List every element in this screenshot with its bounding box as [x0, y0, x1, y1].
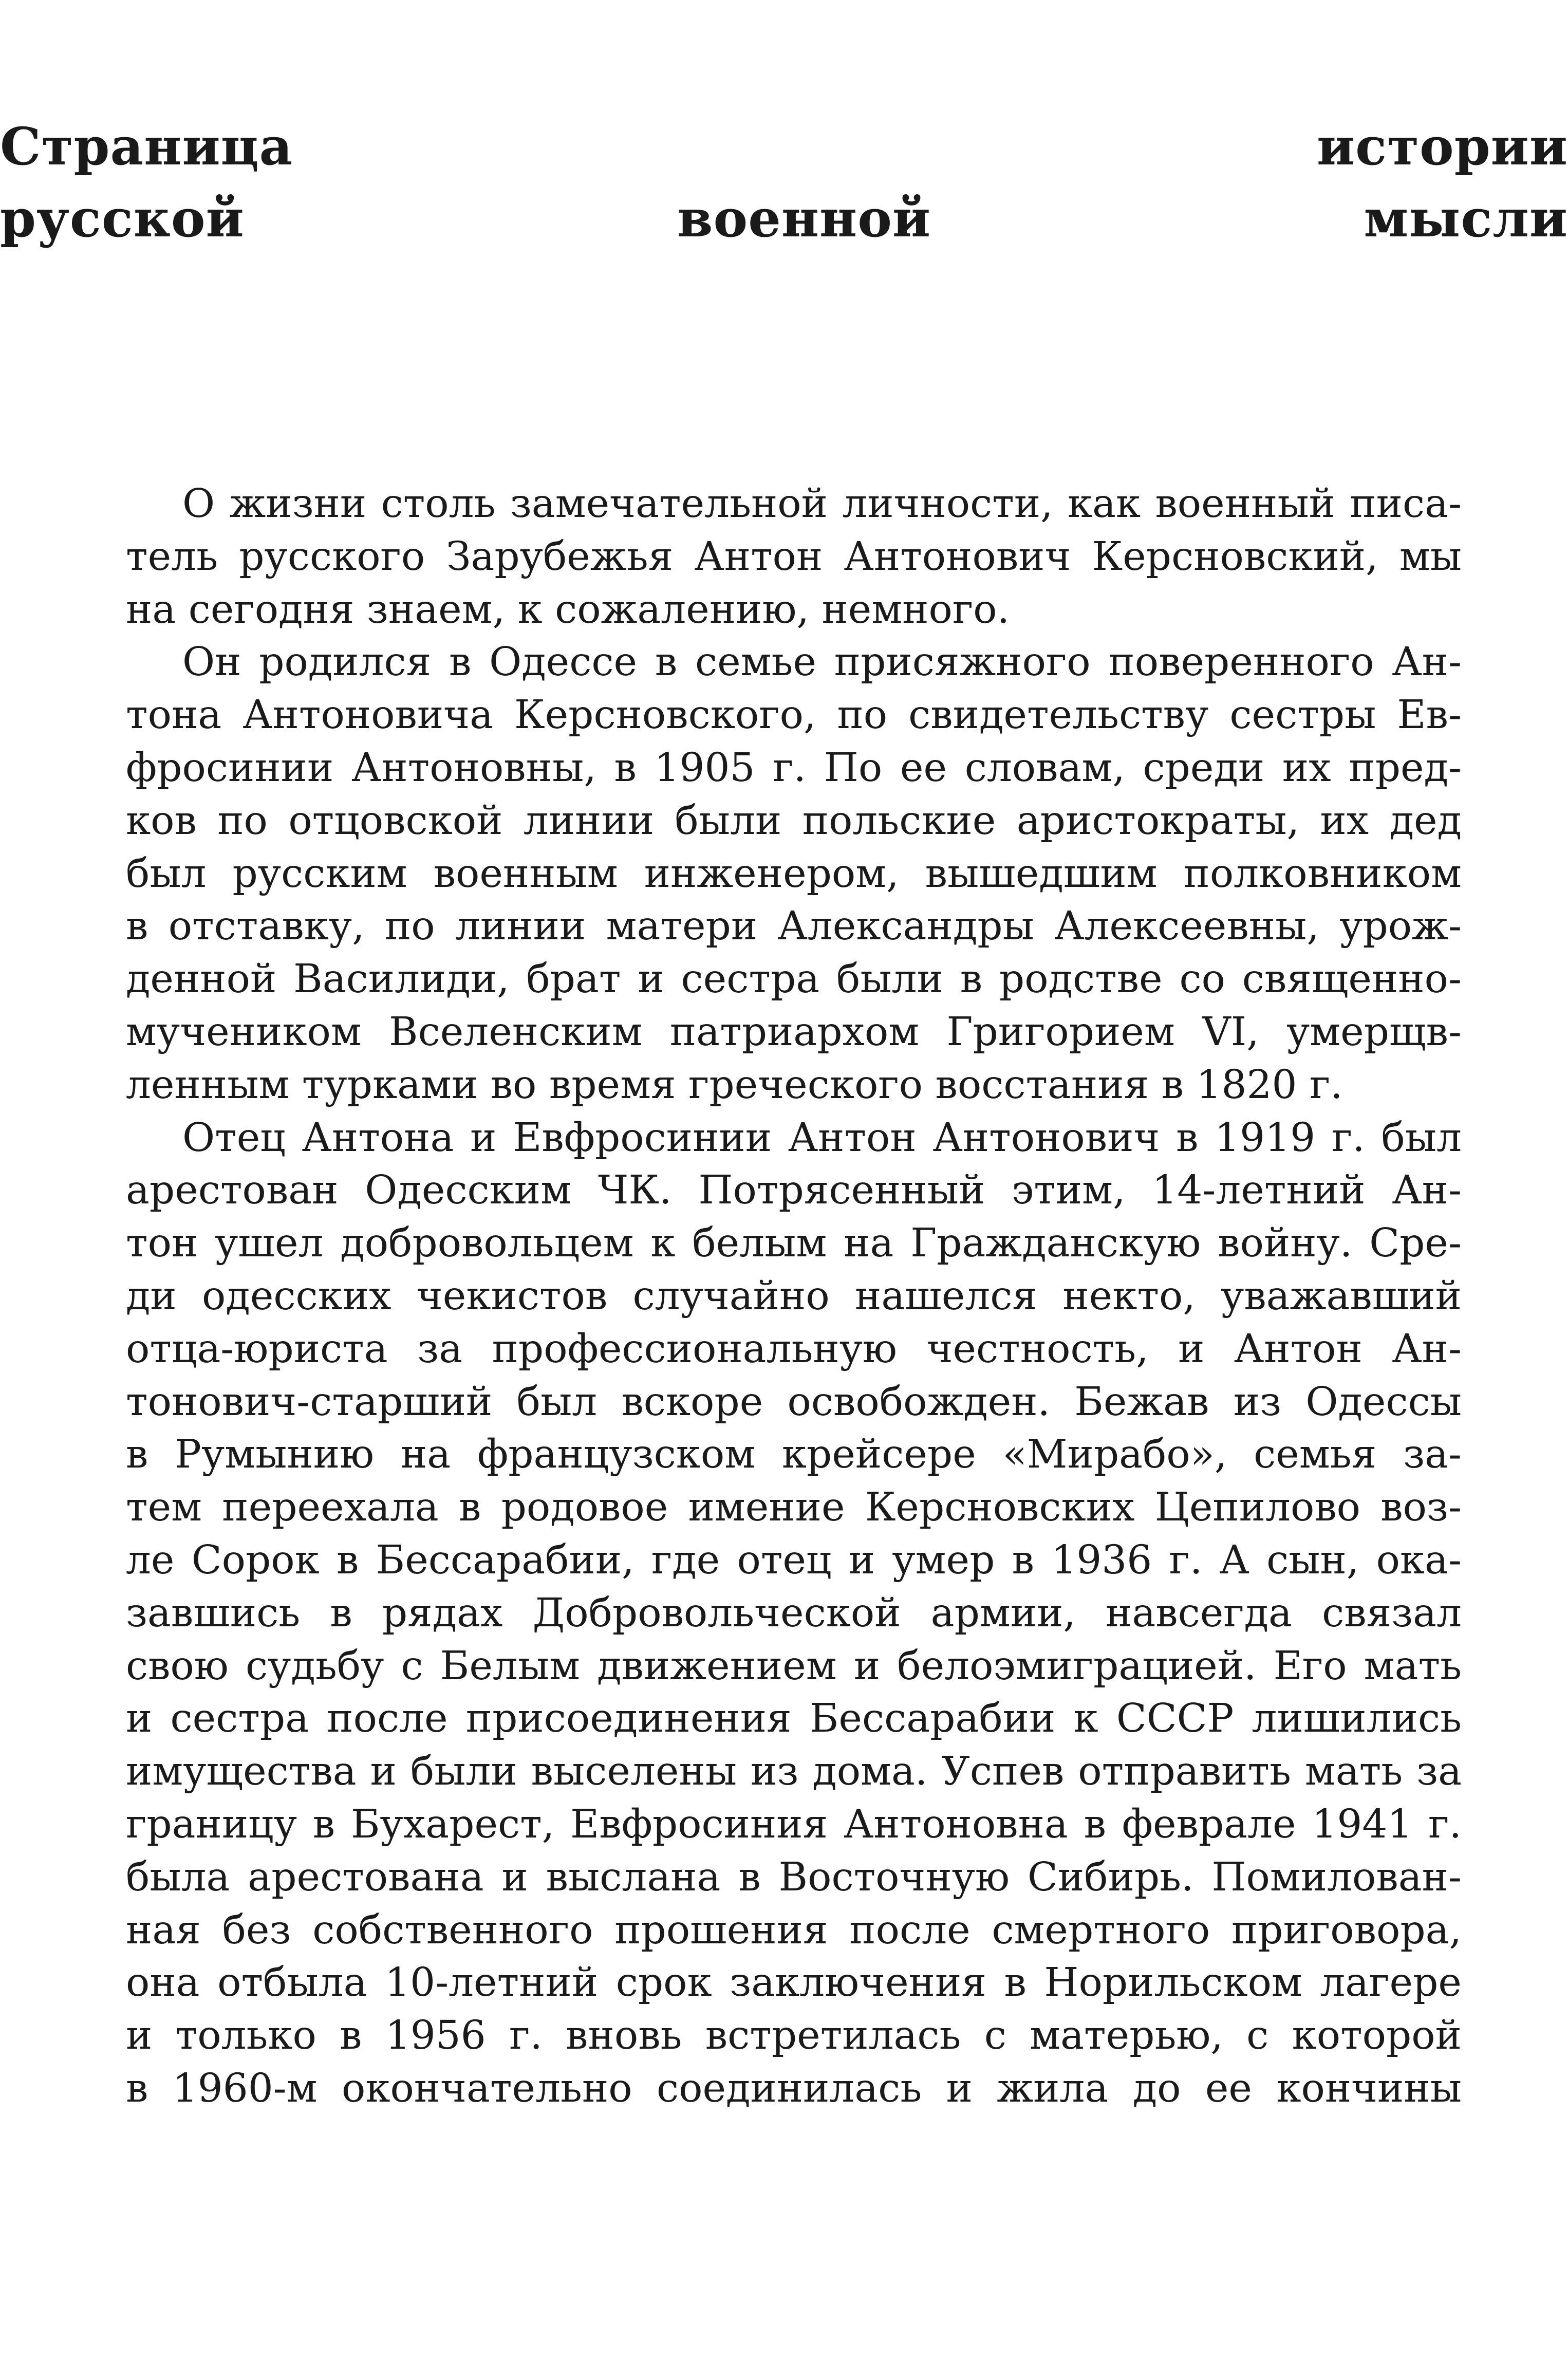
text-line: отца-юриста за профессиональную честность, и Антон Ан-	[126, 1326, 1462, 1372]
text-line: в 1960-м окончательно соединилась и жила до ее кончины	[126, 2065, 1462, 2111]
text-line: фросинии Антоновны, в 1905 г. По ее словам, среди их пред-	[126, 745, 1462, 791]
paragraph-2	[126, 636, 1462, 1111]
text-line: и сестра после присоединения Бессарабии к СССР лишились	[126, 1696, 1462, 1742]
text-line: завшись в рядах Добровольческой армии, навсегда связал	[126, 1590, 1462, 1636]
text-line: тель русского Зарубежья Антон Антонович Керсновский, мы	[126, 533, 1462, 580]
text-line: она отбыла 10-летний срок заключения в Норильском лагере	[126, 1960, 1462, 2006]
text-line: ков по отцовской линии были польские аристократы, их дед	[126, 797, 1462, 844]
text-line: мучеником Вселенским патриархом Григорием VI, умерщв-	[126, 1009, 1462, 1055]
text-line: тем переехала в родовое имение Керсновских Цепилово воз-	[126, 1484, 1462, 1531]
text-line: границу в Бухарест, Евфросиния Антоновна в феврале 1941 г.	[126, 1801, 1462, 1847]
paragraph-3	[126, 1112, 1462, 2115]
chapter-title	[0, 110, 1568, 254]
text-line: и только в 1956 г. вновь встретилась с матерью, с которой	[126, 2013, 1462, 2059]
chapter-title-line-1: Страница истории	[0, 116, 1568, 177]
text-line: тонович-старший был вскоре освобожден. Бежав из Одессы	[126, 1379, 1462, 1425]
text-line: свою судьбу с Белым движением и белоэмиграцией. Его мать	[126, 1643, 1462, 1689]
text-line: в отставку, по линии матери Александры Алексеевны, урож-	[126, 903, 1462, 950]
text-line: ди одесских чекистов случайно нашелся некто, уважавший	[126, 1273, 1462, 1319]
text-line: Он родился в Одессе в семье присяжного поверенного Ан-	[182, 639, 1462, 685]
text-line: имущества и были выселены из дома. Успев отправить мать за	[126, 1749, 1462, 1795]
text-line: был русским военным инженером, вышедшим полковником	[126, 850, 1462, 897]
body-text	[126, 478, 1462, 2115]
text-line: тона Антоновича Керсновского, по свидетельству сестры Ев-	[126, 692, 1462, 738]
text-line: на сегодня знаем, к сожалению, немного.	[126, 586, 1010, 633]
text-line: ле Сорок в Бессарабии, где отец и умер в 1936 г. А сын, ока-	[126, 1537, 1462, 1583]
text-line: Отец Антона и Евфросинии Антон Антонович в 1919 г. был	[182, 1115, 1462, 1161]
text-line: ная без собственного прошения после смертного приговора,	[126, 1907, 1462, 1953]
text-line: была арестована и выслана в Восточную Сибирь. Помилован-	[126, 1854, 1462, 1900]
text-line: денной Василиди, брат и сестра были в родстве со священно-	[126, 956, 1462, 1003]
text-line: в Румынию на французском крейсере «Мирабо», семья за-	[126, 1432, 1462, 1478]
text-line: О жизни столь замечательной личности, как военный писа-	[182, 481, 1462, 527]
text-line: ленным турками во время греческого восстания в 1820 г.	[126, 1062, 1343, 1108]
text-line: арестован Одесским ЧК. Потрясенный этим, 14-летний Ан-	[126, 1167, 1462, 1214]
chapter-title-line-2: русской военной мысли	[0, 188, 1568, 249]
text-line: тон ушел добровольцем к белым на Гражданскую войну. Сре-	[126, 1220, 1462, 1267]
paragraph-1	[126, 478, 1462, 636]
